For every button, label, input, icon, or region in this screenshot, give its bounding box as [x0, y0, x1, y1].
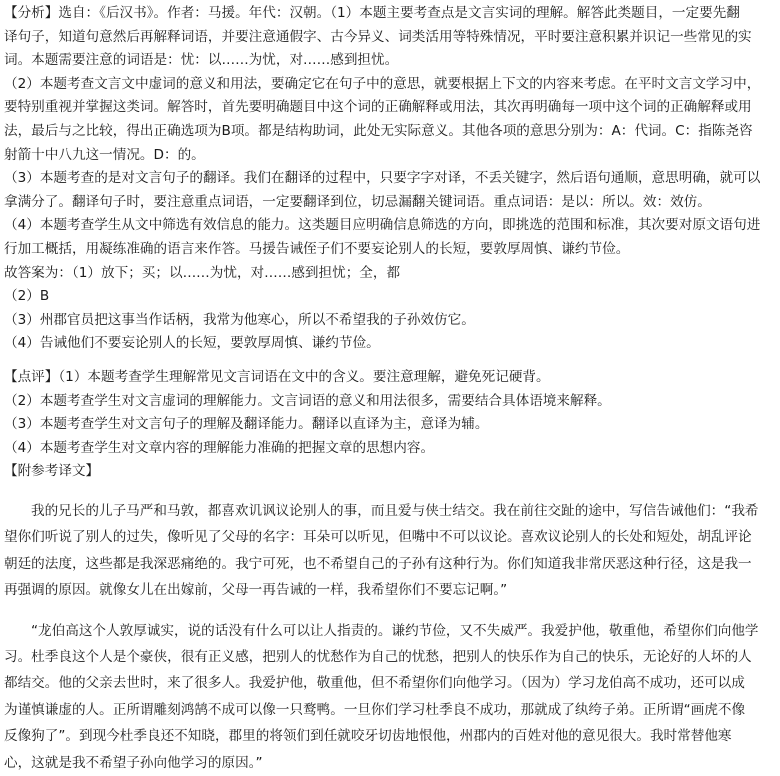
analysis-line: 词。本题需要注意的词语是：忧：以……为忧，对……感到担忧。 [4, 52, 399, 69]
translation-paragraph-1 [4, 498, 776, 604]
analysis-line: 行加工概括，用凝练准确的语言来作答。马援告诫侄子们不要妄论别人的长短，要敦厚周慎、谦约节俭。 [4, 240, 630, 257]
translation-line: 反像狗了”。到现今杜季良还不知晓，郡里的将领们到任就咬牙切齿地恨他，州郡内的百姓对他的意见很大。我时常替他寒 [4, 728, 732, 745]
analysis-line: 要特别重视并掌握这类词。解答时，首先要明确题目中这个词的正确解释或用法，其次再明确每一项中这个词的正确解释或用 [4, 99, 752, 116]
translation-line: 望你们听说了别人的过失，像听见了父母的名字：耳朵可以听见，但嘴中不可以议论。喜欢议论别人的长处和短处，胡乱评论 [4, 529, 752, 546]
section-spacer [4, 484, 776, 498]
comment-line: （4）本题考查学生对文章内容的理解能力准确的把握文章的思想内容。 [4, 439, 435, 456]
comment-section [4, 366, 776, 484]
analysis-line: （2）本题考查文言文中虚词的意义和用法，要确定它在句子中的意思，就要根据上下文的内容来考虑。在平时文言文学习中， [4, 75, 761, 92]
translation-paragraph-2 [4, 618, 776, 776]
answer-line: （4）告诫他们不要妄论别人的长短，要敦厚周慎、谦约节俭。 [4, 335, 380, 352]
analysis-line: （3）本题考查的是对文言句子的翻译。我们在翻译的过程中，只要字字对译，不丢关键字，然后语句通顺，意思明确，就可以 [4, 170, 761, 187]
translation-line: 都结交。他的父亲去世时，来了很多人。我爱护他，敬重他，但不希望你们向他学习。（因为）学习龙伯高不成功，还可以成 [4, 675, 745, 692]
analysis-section [4, 2, 776, 262]
translation-line: 再强调的原因。就像女儿在出嫁前，父母一再告诫的一样，我希望你们不要忘记啊。” [4, 582, 508, 599]
translation-line: 为谨慎谦虚的人。正所谓雕刻鸿鹄不成可以像一只鹜鸭。一旦你们学习杜季良不成功，那就成了纨绔子弟。正所谓“画虎不像 [4, 701, 746, 718]
analysis-line: 【分析】选自：《后汉书》。作者：马援。年代：汉朝。（1）本题主要考查点是文言实词的理解。解答此类题目，一定要先翻 [4, 5, 740, 21]
comment-line: （3）本题考查学生对文言句子的理解及翻译能力。翻译以直译为主，意译为辅。 [4, 416, 489, 433]
translation-line: 朝廷的法度，这些都是我深恶痛绝的。我宁可死，也不希望自己的子孙有这种行为。你们知道我非常厌恶这种行径，这是我一 [4, 555, 752, 572]
translation-line: 心，这就是我不希望子孙向他学习的原因。” [4, 754, 263, 771]
translation-line: 我的兄长的儿子马严和马敦，都喜欢讥讽议论别人的事，而且爱与侠士结交。我在前往交趾的途中，写信告诫他们：“我希 [31, 502, 759, 519]
answer-line: 故答案为：（1）放下；买；以……为忧，对……感到担忧；全，都 [4, 264, 401, 281]
comment-line: 【点评】（1）本题考查学生理解常见文言词语在文中的含义。要注意理解，避免死记硬背。 [4, 368, 550, 385]
section-spacer [4, 604, 776, 618]
answer-section [4, 262, 776, 356]
translation-line: “龙伯高这个人敦厚诚实，说的话没有什么可以让人指责的。谦约节俭，又不失威严。我爱护他，敬重他，希望你们向他学 [31, 622, 759, 639]
comment-line: （2）本题考查学生对文言虚词的理解能力。文言词语的意义和用法很多，需要结合具体语境来解释。 [4, 392, 611, 409]
analysis-line: 拿满分了。翻译句子时，要注意重点词语，一定要翻译到位，切忌漏翻关键词语。重点词语：是以：所以。效：效仿。 [4, 193, 711, 210]
analysis-line: 法，最后与之比较，得出正确选项为B项。都是结构助词，此处无实际意义。其他各项的意思分别为：A：代词。C：指陈尧咨 [4, 122, 753, 139]
analysis-line: （4）本题考查学生从文中筛选有效信息的能力。这类题目应明确信息筛选的方向，即挑选的范围和标准，其次要对原文语句进 [4, 217, 761, 234]
reference-translation-heading: 【附参考译文】 [4, 463, 100, 480]
answer-line: （3）州郡官员把这事当作话柄，我常为他寒心，所以不希望我的子孙效仿它。 [4, 311, 475, 328]
section-spacer [4, 356, 776, 366]
answer-line: （2）B [4, 288, 50, 305]
analysis-line: 译句子，知道句意然后再解释词语，并要注意通假字、古今异义、词类活用等特殊情况，平时要注意积累并识记一些常见的实 [4, 28, 752, 45]
analysis-line: 射箭十中八九这一情况。D：的。 [4, 146, 205, 163]
translation-line: 习。杜季良这个人是个豪侠，很有正义感，把别人的忧愁作为自己的忧愁，把别人的快乐作为自己的快乐，无论好的人坏的人 [4, 648, 752, 665]
